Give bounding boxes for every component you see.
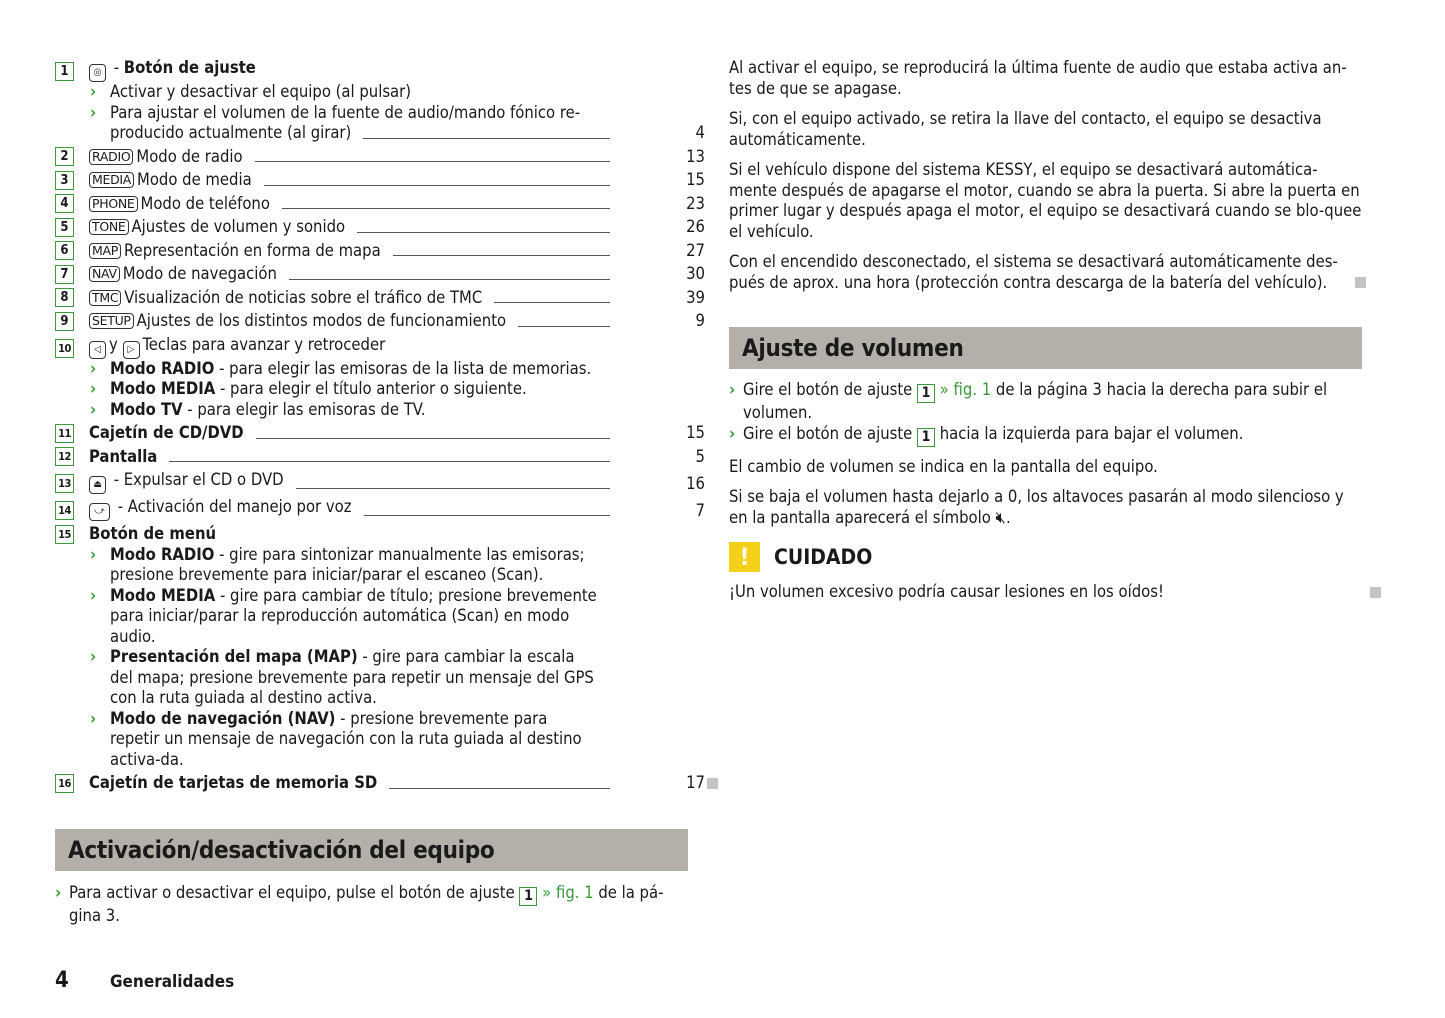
paragraph: El cambio de volumen se indica en la pantalla del equipo. [729,456,1158,476]
leader-line [389,788,610,789]
item-number: 11 [55,424,74,443]
legend-item-5: 5 TONE Ajustes de volumen y sonido 26 [55,217,705,238]
legend-item-2: 2 RADIO Modo de radio 13 [55,147,705,168]
section-end-marker [707,778,718,789]
mute-speaker-icon: 🔇︎ [995,507,1006,527]
setup-key-icon: SETUP [89,313,134,329]
page-ref[interactable]: 39 [686,287,705,307]
item-number: 9 [55,312,74,331]
page-ref[interactable]: 16 [686,473,705,493]
item-number: 8 [55,288,74,307]
chapter-title: Generalidades [110,972,235,992]
page-ref[interactable]: 7 [695,500,705,520]
item-number: 13 [55,474,74,493]
chevron-right-icon: › [90,82,97,101]
leader-line [393,255,610,256]
legend-subitem: › Para ajustar el volumen de la fuente de audio/mando fónico re- [90,102,581,122]
chevron-right-icon: › [90,544,97,564]
legend-item-6: 6 MAP Representación en forma de mapa 27 [55,241,705,262]
item-number: 12 [55,447,74,466]
page-ref[interactable]: 15 [686,423,705,442]
instruction-bullet: › Gire el botón de ajuste 1 » fig. 1 de la página 3 hacia la derecha para subir el volumen. [729,380,1328,422]
item-number: 7 [55,265,74,284]
page-ref[interactable]: 9 [695,311,705,330]
item-title: Botón de ajuste [123,58,256,77]
page-ref[interactable]: 26 [686,217,705,236]
warning-title: CUIDADO [774,545,873,569]
legend-item-12: 12 Pantalla 5 [55,447,705,468]
leader-line [363,138,610,139]
leader-line [264,185,610,186]
item-number: 16 [55,774,74,793]
voice-control-icon: ⤻ [89,503,110,521]
paragraph: Con el encendido desconectado, el sistema se desactivará automáticamente des-pués de aprox. una hora (protección contra descarga de la batería del vehículo). [729,252,1364,293]
chevron-right-icon: › [90,399,97,419]
legend-subitem: › Modo de navegación (NAV) - presione brevemente para repetir un mensaje de navegación con la ruta guiada al destino activa-da. [90,708,582,769]
legend-subitem-continued: producido actualmente (al girar) 4 [110,123,705,142]
item-number: 1 [55,62,74,81]
leader-line [256,438,610,439]
chevron-right-icon: › [55,882,62,902]
paragraph: Al activar el equipo, se reproducirá la última fuente de audio que estaba activa an-tes de que se apagase. [729,58,1347,98]
page-ref[interactable]: 30 [686,264,705,283]
legend-item-8: 8 TMC Visualización de noticias sobre el tráfico de TMC 39 [55,288,705,309]
legend-item-7: 7 NAV Modo de navegación 30 [55,264,705,285]
chevron-right-icon: › [90,358,97,378]
page-ref[interactable]: 27 [686,240,705,260]
legend-item-9: 9 SETUP Ajustes de los distintos modos de funcionamiento 9 [55,311,705,332]
paragraph: Si se baja el volumen hasta dejarlo a 0, los altavoces pasarán al modo silencioso y en la pantalla aparecerá el símbolo 🔇︎. [729,487,1344,527]
legend-item-10: 10 ◁ y ▷ Teclas para avanzar y retroceder [55,335,705,359]
figure-item-ref[interactable]: 1 [917,428,935,447]
radio-key-icon: RADIO [89,149,133,165]
figure-item-ref[interactable]: 1 [519,887,537,906]
legend-item-13: 13 ⏏ - Expulsar el CD o DVD 16 [55,470,705,494]
legend-subitem: › Modo TV - para elegir las emisoras de TV. [90,399,426,419]
chevron-right-icon: › [90,585,97,605]
leader-line [518,326,610,327]
paragraph: Si, con el equipo activado, se retira la llave del contacto, el equipo se desactiva automáticamente. [729,109,1322,149]
chevron-right-icon: › [90,102,97,122]
legend-item-15: 15 Botón de menú [55,524,705,545]
right-column [729,58,1379,613]
item-number: 15 [55,525,74,544]
knob-icon: ◎ [89,64,106,82]
legend-subitem: › Modo MEDIA - para elegir el título anterior o siguiente. [90,379,527,398]
item-number: 3 [55,171,74,190]
map-key-icon: MAP [89,243,121,259]
chevron-right-icon: › [90,708,97,728]
figure-link[interactable]: » fig. 1 [542,882,594,902]
chevron-right-icon: › [729,423,736,443]
page-ref[interactable]: 15 [686,170,705,189]
page-ref[interactable]: 4 [695,123,705,142]
leader-line [357,232,610,233]
legend-subitem: › Presentación del mapa (MAP) - gire para cambiar la escala del mapa; presione brevemente para repetir un mensaje del GPS con la ruta guiada al destino activa. [90,647,594,707]
leader-line [494,302,610,303]
item-number: 10 [55,339,74,358]
item-number: 6 [55,241,74,260]
page-ref[interactable]: 5 [695,446,705,466]
page-number: 4 [55,968,69,993]
tone-key-icon: TONE [89,219,129,235]
media-key-icon: MEDIA [89,172,134,188]
chevron-right-icon: › [90,379,97,398]
item-number: 5 [55,218,74,237]
legend-subitem: › Modo MEDIA - gire para cambiar de título; presione brevemente para iniciar/parar la reproducción automática (Scan) en modo audio. [90,585,597,646]
eject-icon: ⏏ [89,476,106,494]
nav-key-icon: NAV [89,266,120,282]
legend-subitem: › Modo RADIO - gire para sintonizar manualmente las emisoras; presione brevemente para iniciar/parar el escaneo (Scan). [90,544,585,584]
leader-line [289,279,610,280]
leader-line [282,208,610,209]
tmc-key-icon: TMC [89,290,121,306]
figure-item-ref[interactable]: 1 [917,384,935,403]
paragraph: Si el vehículo dispone del sistema KESSY, el equipo se desactivará automática-mente después de apagarse el motor, cuando se abra la puerta. Si abre la puerta en primer lugar y después apaga el motor, el equipo se desactivará cuando se blo-quee el vehículo. [729,160,1362,241]
warning-text: ¡Un volumen excesivo podría causar lesiones en los oídos! [729,582,1379,603]
leader-line [169,461,610,462]
figure-link[interactable]: » fig. 1 [939,380,992,399]
page-ref[interactable]: 13 [686,146,705,166]
legend-item-16: 16 Cajetín de tarjetas de memoria SD 17 [55,773,705,794]
legend-item-14: 14 ⤻ - Activación del manejo por voz 7 [55,497,705,521]
legend-subitem: › Modo RADIO - para elegir las emisoras de la lista de memorias. [90,358,592,378]
instruction-bullet: › Para activar o desactivar el equipo, pulse el botón de ajuste 1 » fig. 1 de la pá-gina 3. [55,882,664,925]
section-heading: Activación/desactivación del equipo [55,829,688,871]
next-key-icon: ▷ [123,341,140,359]
page-footer [55,968,234,993]
section-end-marker [1355,277,1366,288]
item-number: 4 [55,194,74,213]
page-ref[interactable]: 17 [686,773,705,792]
section-heading: Ajuste de volumen [729,327,1362,369]
legend-item-4: 4 PHONE Modo de teléfono 23 [55,194,705,215]
instruction-bullet: › Gire el botón de ajuste 1 hacia la izquierda para bajar el volumen. [729,423,1244,445]
legend-subitem: › Activar y desactivar el equipo (al pulsar) [90,82,412,101]
page-ref[interactable]: 23 [686,193,705,213]
legend-item-1: 1 ◎ - Botón de ajuste [55,58,705,82]
legend-item-3: 3 MEDIA Modo de media 15 [55,170,705,191]
leader-line [364,515,610,516]
left-column [55,58,705,926]
phone-key-icon: PHONE [89,196,138,212]
leader-line [255,161,610,162]
legend-item-11: 11 Cajetín de CD/DVD 15 [55,423,705,444]
item-number: 2 [55,147,74,166]
warning-icon: ! [729,542,760,572]
leader-line [296,488,610,489]
warning-header [729,542,1379,572]
chevron-right-icon: › [729,380,736,399]
previous-key-icon: ◁ [89,341,106,359]
section-end-marker [1370,587,1381,598]
chevron-right-icon: › [90,647,97,666]
item-number: 14 [55,501,74,520]
